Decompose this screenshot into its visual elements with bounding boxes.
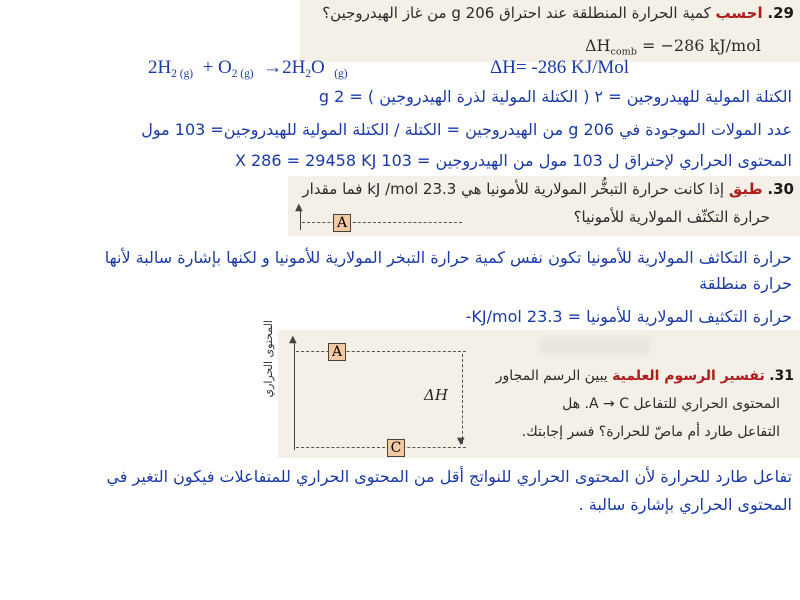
- q30-label-a: A: [333, 214, 351, 232]
- question-29-given: [585, 36, 761, 57]
- eq-product-o: O: [311, 57, 325, 78]
- question-30-prompt: إذا كانت حرارة التبخُّر المولارية للأمونيا هي 23.3 kJ /mol فما مقدار: [302, 180, 725, 198]
- question-31-line-3: التفاعل طارد أم ماصّ للحرارة؟ فسر إجابتك.: [521, 424, 780, 440]
- question-30-number: 30.: [767, 180, 794, 198]
- comb-subscript: comb: [610, 46, 637, 58]
- enthalpy-axis-label: المحتوى الحراري: [262, 320, 275, 398]
- delta-h-symbol: ΔH: [585, 36, 611, 55]
- eq-o2: + O: [202, 57, 232, 78]
- question-30-text: [302, 180, 794, 198]
- level-a-line: [296, 351, 466, 352]
- question-29-number: 29.: [767, 4, 794, 22]
- combustion-equation: [148, 57, 348, 80]
- eq-h2: 2H: [148, 57, 172, 78]
- answer-29-line-3: المحتوى الحراري لإحتراق ل 103 مول من الهيدروجين = 103 X 286 = 29458 KJ: [234, 151, 792, 170]
- eq-product: →2H: [263, 57, 306, 78]
- question-31-line-2: المحتوى الحراري للتفاعل A → C. هل: [562, 396, 780, 412]
- q30-dash-line: [302, 222, 462, 223]
- answer-29-line-1: الكتلة المولية للهيدروجين = ٢ ( الكتلة المولية لذرة الهيدروجين ) = 2 g: [318, 87, 792, 106]
- question-30-text-2: حرارة التكثّف المولارية للأمونيا؟: [573, 208, 770, 226]
- eq-o2-sub: 2 (g): [231, 67, 254, 80]
- answer-31-line-1: تفاعل طارد للحرارة لأن المحتوى الحراري للنواتج أقل من المحتوى الحراري للمتفاعلات فيكون التغير في: [106, 467, 792, 486]
- blurred-header: [540, 338, 650, 354]
- combustion-delta-h: ΔH= -286 KJ/Mol: [490, 57, 630, 78]
- question-31-keyword: تفسير الرسوم العلمية: [612, 368, 765, 384]
- level-c-label: C: [387, 439, 405, 457]
- given-value: = −286 kJ/mol: [642, 36, 761, 55]
- enthalpy-axis: [294, 340, 295, 450]
- question-29-text: [322, 4, 794, 22]
- answer-29-line-2: عدد المولات الموجودة في 206 g من الهيدروجين = الكتلة / الكتلة المولية للهيدروجين= 103 مول: [141, 120, 792, 139]
- question-29-keyword: احسب: [715, 4, 763, 22]
- question-31-prompt-1: يبين الرسم المجاور: [495, 368, 608, 384]
- delta-h-arrow: [462, 354, 463, 444]
- level-a-label: A: [328, 343, 346, 361]
- question-31-line-1: [496, 368, 794, 384]
- answer-30-line-2: حرارة منطلقة: [699, 274, 792, 293]
- axis-arrow-icon: ▲: [289, 334, 297, 345]
- eq-h2-sub: 2 (g): [171, 67, 194, 80]
- answer-30-line-3: حرارة التكثيف المولارية للأمونيا = 23.3 KJ/mol-: [465, 307, 792, 326]
- question-30-keyword: طبق: [728, 180, 763, 198]
- question-29-prompt: كمية الحرارة المنطلقة عند احتراق 206 g من غاز الهيدروجين؟: [322, 4, 711, 22]
- answer-31-line-2: المحتوى الحراري بإشارة سالبة .: [578, 495, 792, 514]
- level-c-line: [296, 447, 466, 448]
- delta-h-label: ΔH: [424, 386, 448, 404]
- delta-h-arrow-icon: ▼: [457, 436, 465, 447]
- eq-state: (g): [334, 67, 348, 80]
- eq-product-sub: 2: [305, 67, 312, 80]
- question-31-number: 31.: [769, 368, 794, 384]
- q30-axis-arrow-icon: ▲: [295, 202, 303, 213]
- answer-30-line-1: حرارة التكاثف المولارية للأمونيا تكون نفس كمية حرارة التبخر المولارية للأمونيا و لكنها بإشارة سالبة لأنها: [104, 248, 792, 267]
